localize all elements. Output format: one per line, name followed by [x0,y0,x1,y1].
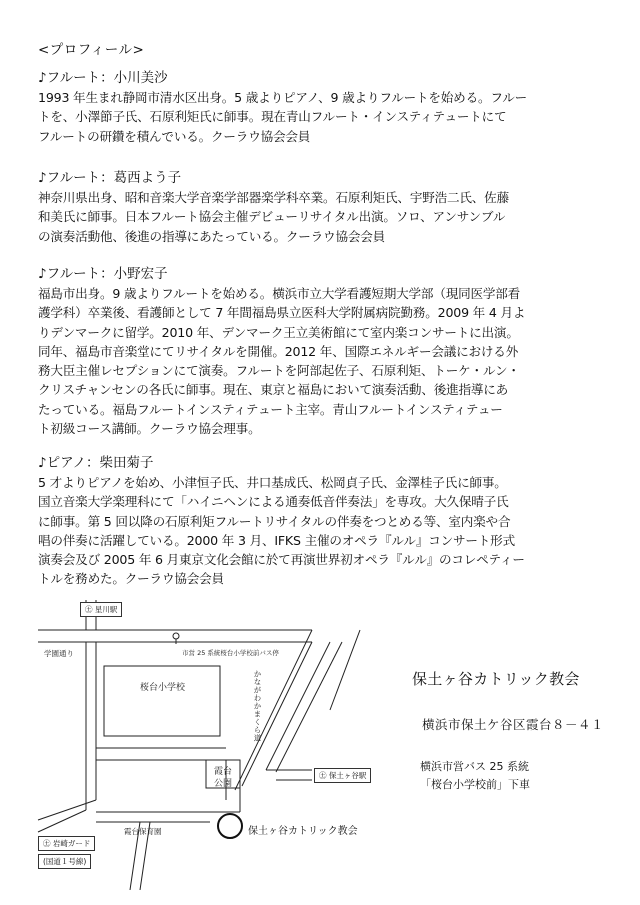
map-label-park-1: 霞台 [214,767,233,777]
profile-text-line: 国立音楽大学楽理科にて「ハイニヘンによる通奏低音伴奏法」を専攻。大久保晴子氏 [38,494,509,510]
church-name: 保土ヶ谷カトリック教会 [412,670,580,688]
church-address: 横浜市保土ケ谷区霞台８－４１ [422,717,605,732]
profile-text-line: 福島市出身。9 歳よりフルートを始める。横浜市立大学看護短期大学部（現同医学部看 [38,286,521,301]
profile-section-ogawa [38,68,608,146]
map-label-church: 保土ヶ谷カトリック教会 [248,826,358,837]
profile-text-line: の演奏活動他、後進の指導にあたっている。クーラウ協会会員 [38,228,386,244]
profile-text-line: りデンマークに留学。2010 年、デンマーク王立美術館にて室内楽コンサートに出演。 [38,324,519,340]
profile-text-line: 演奏会及び 2005 年 6 月東京文化会館に於て再演世界初オペラ『ルル』のコレペティー [38,552,525,568]
map-label-sakuradai-school: 桜台小学校 [140,683,186,693]
station-hoshikawa: ㊏ 星川駅 [80,602,122,617]
map-label-bus-stop: 市営 25 系統桜台小学校前バス停 [182,649,279,657]
church-bus-line: 横浜市営バス 25 系統 [420,760,529,773]
profile-text-line: たっている。福島フルートインスティテュート主宰。青山フルートインスティテュー [38,401,503,417]
profile-text-line: ト初級コース講師。クーラウ協会理事。 [38,421,261,437]
profile-section-kasai [38,168,608,246]
profile-text-line: トを、小澤節子氏、石原利矩氏に師事。現在青山フルート・インスティテュートにて [38,109,507,125]
access-map [30,600,430,890]
profile-section-ono [38,264,608,438]
profile-title: ♪フルート：葛西よう子 [38,170,182,186]
profile-text-line: 5 才よりピアノを始め、小津恒子氏、井口基成氏、松岡貞子氏、金澤桂子氏に師事。 [38,475,507,490]
map-label-park-2: 公園 [214,779,233,789]
profile-section-shibata [38,453,608,589]
profile-title: ♪ピアノ：柴田菊子 [38,455,154,471]
map-label-gakuen-street: 学園通り [44,649,74,658]
map-label-route1: (国道１号線) [38,854,91,869]
profile-text-line: クリスチャンセンの各氏に師事。現在、東京と福島において演奏活動、後進指導にあ [38,382,509,398]
profile-text-line: 唱の伴奏に活躍している。2000 年 3 月、IFKS 主催のオペラ『ルル』コンサート形式 [38,532,515,548]
profile-text-line: に師事。第 5 回以降の石原利矩フルートリサイタルの伴奏をつとめる等、室内楽や合 [38,513,511,529]
station-hodogaya: ㊏ 保土ヶ谷駅 [314,768,371,783]
profile-text-line: 護学科）卒業後、看護師として 7 年間福島県立医科大学附属病院勤務。2009 年 4 月よ [38,305,526,321]
profile-text-line: トルを務めた。クーラウ協会会員 [38,571,224,587]
station-iwasaki-guard: ㊏ 岩崎ガード [38,836,95,851]
profile-text-line: 1993 年生まれ静岡市清水区出身。5 歳よりピアノ、9 歳よりフルートを始める。フルー [38,90,528,105]
profile-heading: <プロフィール> [38,42,145,58]
profile-text-line: 務大臣主催レセプションにて演奏。フルートを阿部起佐子、石原利矩、トーケ・ルン・ [38,363,520,379]
profile-title: ♪フルート：小野宏子 [38,266,168,282]
map-label-kanagawa-road: かながわかまくら道 [253,670,262,742]
profile-text-line: 同年、福島市音楽堂にてリサイタルを開催。2012 年、国際エネルギー会議における外 [38,343,519,359]
church-bus-stop: 「桜台小学校前」下車 [420,778,530,791]
profile-text-line: 神奈川県出身、昭和音楽大学音楽学部器楽学科卒業。石原利矩氏、宇野浩二氏、佐藤 [38,190,509,205]
profile-text-line: 和美氏に師事。日本フルート協会主催デビューリサイタル出演。ソロ、アンサンブル [38,209,506,225]
map-label-kasumi-nursery: 霞台保育園 [124,827,162,836]
profile-text-line: フルートの研鑽を積んでいる。クーラウ協会会員 [38,128,311,144]
profile-title: ♪フルート：小川美沙 [38,70,168,86]
